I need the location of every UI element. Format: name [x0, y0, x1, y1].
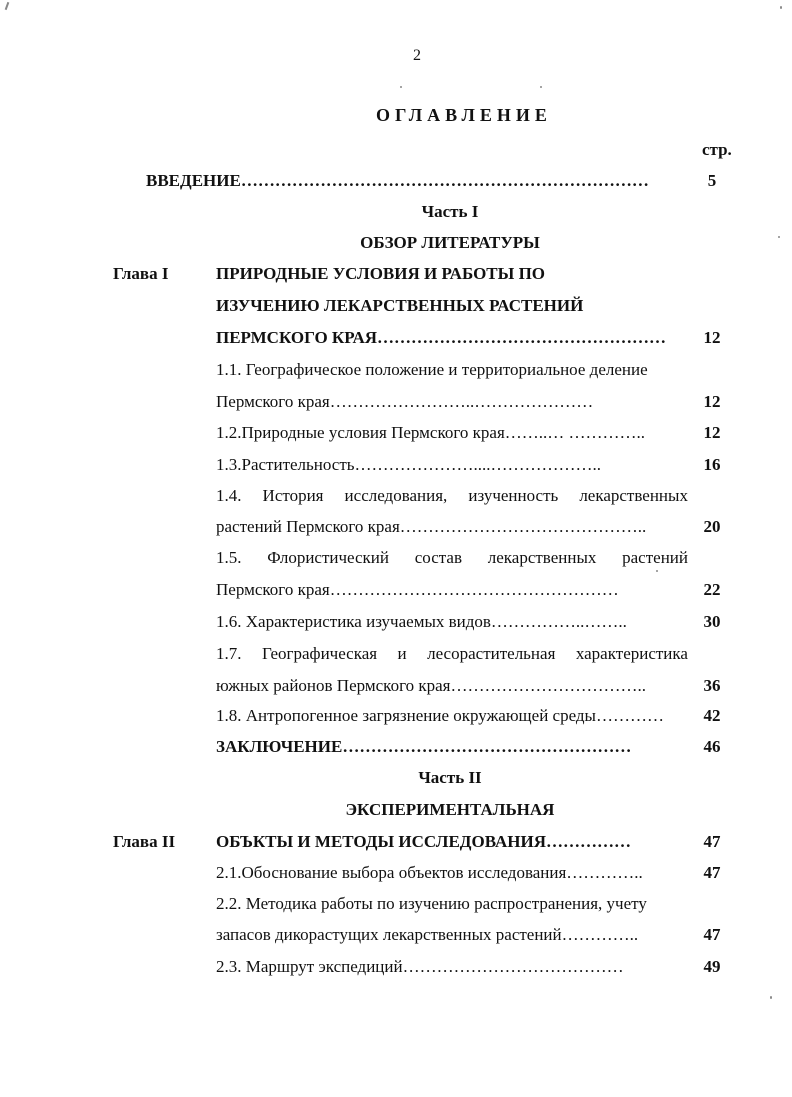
- toc-1-6-page: 30: [703, 612, 721, 631]
- word: лекарственных: [579, 486, 688, 505]
- word: и: [397, 644, 407, 663]
- toc-1-2-page: 12: [703, 423, 721, 442]
- toc-intro-label: ВВЕДЕНИЕ: [146, 171, 241, 190]
- chapter-1-title-line3: ПЕРМСКОГО КРАЯ……………………………………………: [216, 328, 667, 347]
- chapter-2-page: 47: [703, 832, 721, 851]
- word: исследования,: [344, 486, 448, 505]
- word: 1.5.: [216, 548, 242, 567]
- toc-1-7-page: 36: [703, 676, 721, 695]
- chapter-1-page: 12: [703, 328, 721, 347]
- toc-1-4-line1: [216, 486, 688, 506]
- word: 1.7.: [216, 644, 242, 663]
- word: состав: [414, 548, 462, 567]
- chapter-1-title-line2: ИЗУЧЕНИЮ ЛЕКАРСТВЕННЫХ РАСТЕНИЙ: [216, 296, 584, 315]
- page-number: 2: [413, 47, 421, 64]
- toc-1-6: 1.6. Характеристика изучаемых видов……………..……..: [216, 612, 627, 631]
- pages-column-header: стр.: [702, 140, 732, 159]
- toc-1-5-line2: Пермского края……………………………………………: [216, 580, 619, 599]
- page-title: ОГЛАВЛЕНИЕ: [376, 105, 552, 125]
- toc-2-2-line2: запасов дикорастущих лекарственных растений…………..: [216, 925, 639, 944]
- toc-1-5-line1: [216, 548, 688, 568]
- toc-conclusion: ЗАКЛЮЧЕНИЕ……………………………………………: [216, 737, 632, 756]
- word: Флористический: [267, 548, 390, 567]
- toc-1-4-line2: растений Пермского края……………………………………..: [216, 517, 647, 536]
- scan-speck: [540, 86, 542, 88]
- toc-intro: [146, 171, 676, 191]
- word: характеристика: [575, 644, 688, 663]
- toc-1-2: 1.2.Природные условия Пермского края……..… …………..: [216, 423, 646, 442]
- toc-2-1: 2.1.Обоснование выбора объектов исследования…………..: [216, 863, 643, 882]
- toc-2-2-line1: 2.2. Методика работы по изучению распространения, учету: [216, 894, 647, 913]
- scan-mark: [5, 2, 10, 10]
- word: История: [262, 486, 324, 505]
- scan-speck: [778, 236, 780, 238]
- toc-1-8: 1.8. Антропогенное загрязнение окружающей среды…………: [216, 706, 664, 725]
- word: лесорастительная: [427, 644, 556, 663]
- chapter-1-label: Глава I: [113, 264, 169, 283]
- word: изученность: [468, 486, 559, 505]
- chapter-2-title: ОБЪКТЫ И МЕТОДЫ ИССЛЕДОВАНИЯ……………: [216, 832, 631, 851]
- toc-1-8-page: 42: [703, 706, 721, 725]
- toc-2-2-page: 47: [703, 925, 721, 944]
- toc-intro-leader: ………………………………………………………………: [240, 171, 649, 190]
- word: растений: [622, 548, 688, 567]
- part-2-label: Часть II: [418, 768, 482, 787]
- chapter-2-label: Глава II: [113, 832, 176, 851]
- toc-conclusion-page: 46: [703, 737, 721, 756]
- scan-speck: [400, 86, 402, 88]
- toc-1-1-page: 12: [703, 392, 721, 411]
- toc-2-3: 2.3. Маршрут экспедиций…………………………………: [216, 957, 624, 976]
- toc-1-3: 1.3.Растительность…………………....………………..: [216, 455, 602, 474]
- word: лекарственных: [487, 548, 597, 567]
- part-2-title: ЭКСПЕРИМЕНТАЛЬНАЯ: [345, 800, 555, 819]
- chapter-1-title-line1: ПРИРОДНЫЕ УСЛОВИЯ И РАБОТЫ ПО: [216, 264, 546, 283]
- toc-1-3-page: 16: [703, 455, 721, 474]
- scan-speck: [780, 6, 782, 9]
- scan-speck: [770, 996, 772, 999]
- part-1-title: ОБЗОР ЛИТЕРАТУРЫ: [360, 233, 540, 252]
- toc-1-1-line2: Пермского края……………………..…………………: [216, 392, 594, 411]
- scan-speck: [656, 570, 658, 572]
- word: 1.4.: [216, 486, 242, 505]
- toc-2-1-page: 47: [703, 863, 721, 882]
- toc-intro-page: 5: [707, 171, 717, 190]
- toc-1-7-line2: южных районов Пермского края……………………………..: [216, 676, 646, 695]
- toc-1-7-line1: [216, 644, 688, 664]
- toc-1-1-line1: 1.1. Географическое положение и территориальное деление: [216, 360, 648, 379]
- part-1-label: Часть I: [421, 202, 479, 221]
- word: Географическая: [261, 644, 378, 663]
- toc-2-3-page: 49: [703, 957, 721, 976]
- toc-1-5-page: 22: [703, 580, 721, 599]
- toc-1-4-page: 20: [703, 517, 721, 536]
